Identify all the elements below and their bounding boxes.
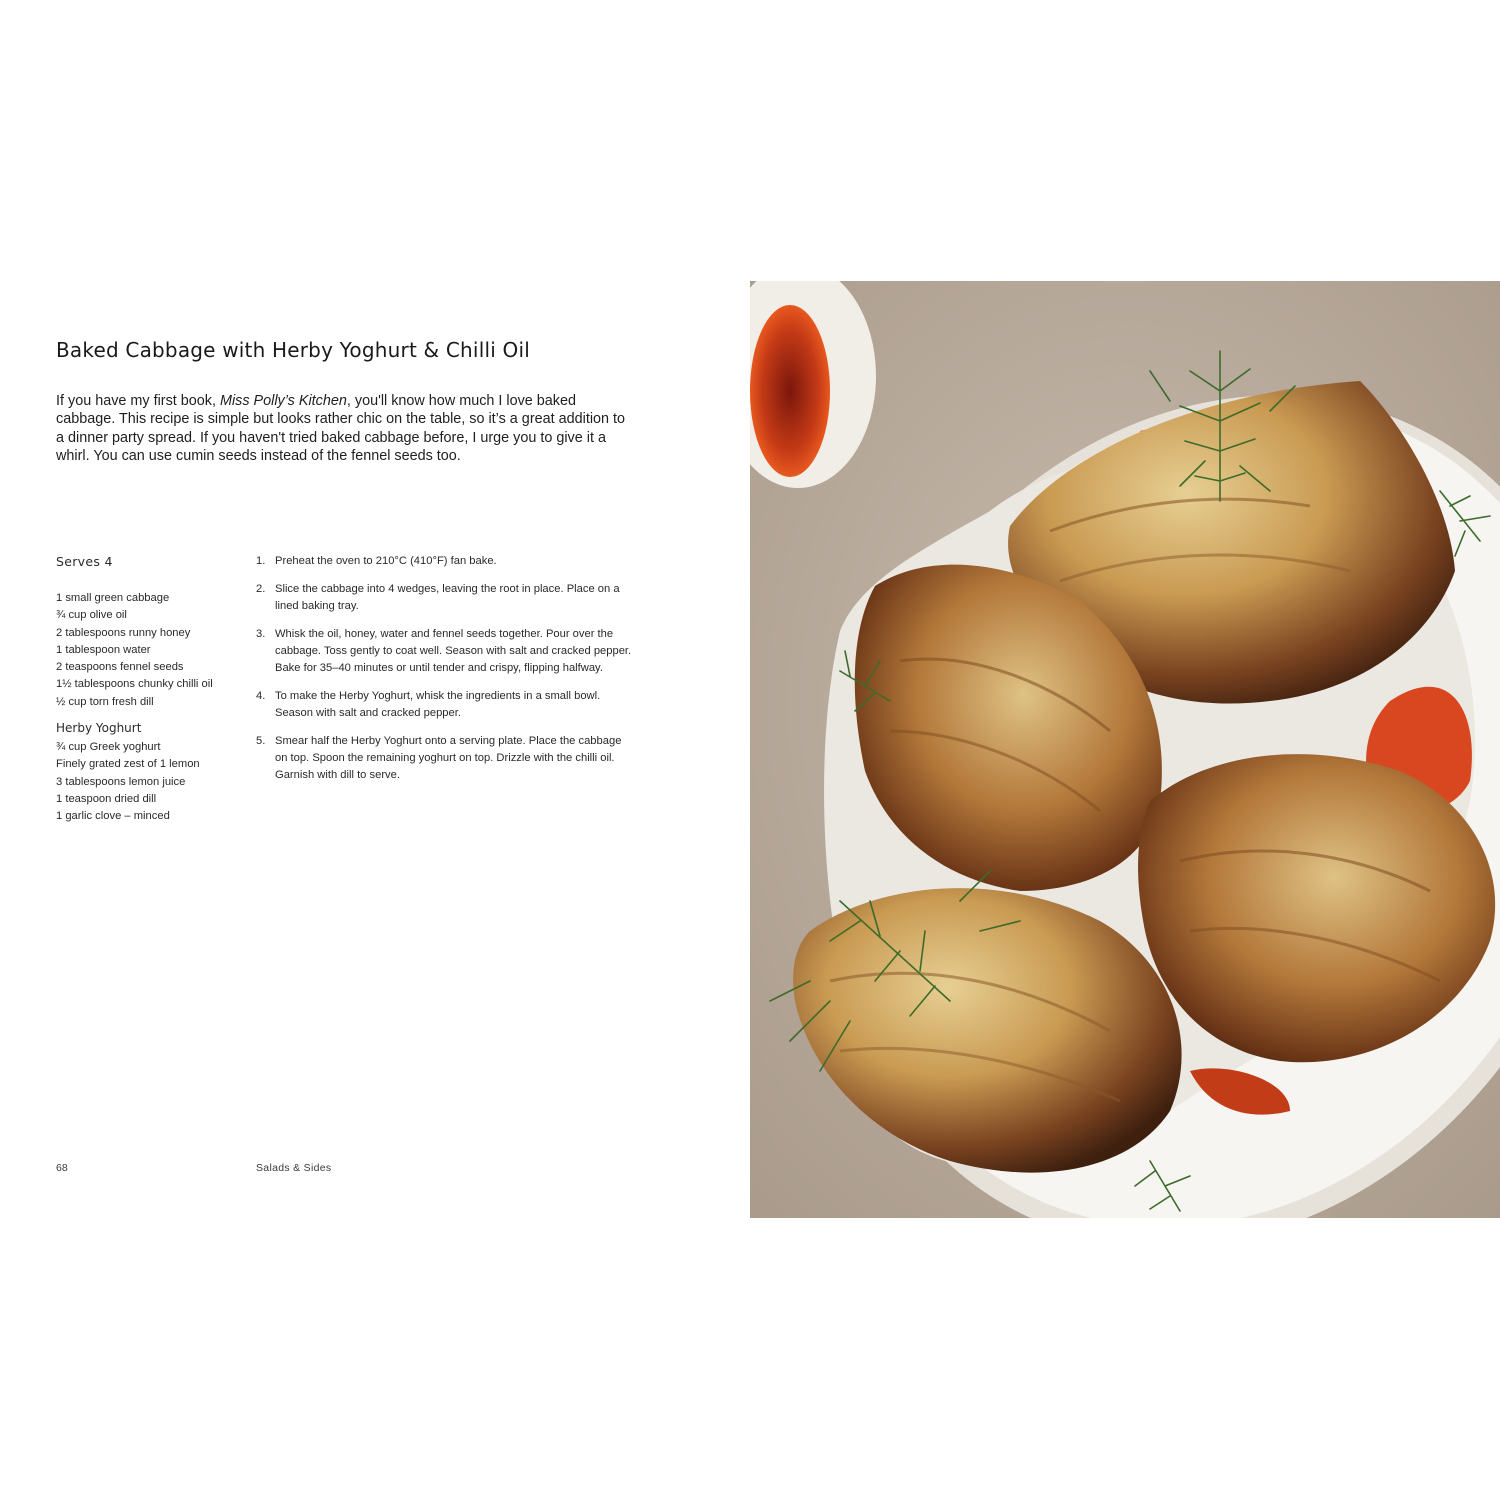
ingredient-item: ¾ cup Greek yoghurt	[56, 741, 161, 753]
step-text: Smear half the Herby Yoghurt onto a serving plate. Place the cabbage on top. Spoon the remaining yoghurt on top. Drizzle with the chilli oil. Garnish with dill to serve.	[275, 734, 622, 782]
ingredient-list	[56, 590, 246, 711]
ingredient-item: 1 small green cabbage	[56, 592, 170, 604]
step-number: 2.	[256, 582, 266, 595]
method-step	[256, 733, 636, 785]
ingredient-item: 2 tablespoons runny honey	[56, 626, 191, 639]
book-title: Miss Polly’s Kitchen	[219, 393, 347, 409]
yoghurt-ingredient-list	[56, 739, 246, 825]
serves-label: Serves 4	[56, 554, 113, 569]
intro-text-start: If you have my first book,	[56, 393, 220, 409]
recipe-intro	[56, 392, 636, 466]
method-step	[256, 626, 636, 678]
step-text: Whisk the oil, honey, water and fennel seeds together. Pour over the cabbage. Toss gently to coat well. Season with salt and cracked pepper. Bake for 35–40 minutes or until tender and crispy, flipping halfway.	[275, 627, 632, 675]
ingredient-item: 3 tablespoons lemon juice	[56, 775, 186, 788]
ingredient-item: ½ cup torn fresh dill	[56, 695, 154, 708]
step-text: To make the Herby Yoghurt, whisk the ingredients in a small bowl. Season with salt and cracked pepper.	[275, 689, 601, 719]
method-steps	[256, 553, 636, 795]
recipe-title: Baked Cabbage with Herby Yoghurt & Chilli Oil	[56, 338, 530, 362]
step-number: 3.	[256, 627, 266, 640]
page-number: 68	[56, 1162, 68, 1174]
ingredient-item: 1 teaspoon dried dill	[56, 792, 157, 805]
section-name: Salads & Sides	[256, 1162, 332, 1174]
baked-cabbage-photo	[750, 281, 1500, 1218]
intro-text-rest: , you'll know how much I love baked cabbage. This recipe is simple but looks rather chic on the table, so it’s a great addition to a dinner party spread. If you haven't tried baked cabbage before, I urge you to give it a whirl. You can use cumin seeds instead of the fennel seeds too.	[56, 393, 626, 465]
food-photo-illustration	[750, 281, 1500, 1218]
step-number: 1.	[256, 555, 266, 567]
ingredient-item: Finely grated zest of 1 lemon	[56, 758, 200, 771]
method-step	[256, 581, 636, 615]
ingredient-item: 1½ tablespoons chunky chilli oil	[56, 678, 213, 691]
herby-yoghurt-heading: Herby Yoghurt	[56, 721, 142, 735]
ingredient-item: 2 teaspoons fennel seeds	[56, 661, 184, 674]
step-number: 5.	[256, 734, 266, 747]
ingredient-item: ¾ cup olive oil	[56, 609, 127, 622]
step-number: 4.	[256, 689, 266, 702]
method-step	[256, 688, 636, 722]
ingredient-item: 1 garlic clove – minced	[56, 810, 170, 823]
ingredient-item: 1 tablespoon water	[56, 643, 151, 656]
method-step	[256, 553, 636, 570]
step-text: Slice the cabbage into 4 wedges, leaving the root in place. Place on a lined baking tray.	[275, 582, 620, 612]
step-text: Preheat the oven to 210°C (410°F) fan bake.	[275, 555, 497, 567]
